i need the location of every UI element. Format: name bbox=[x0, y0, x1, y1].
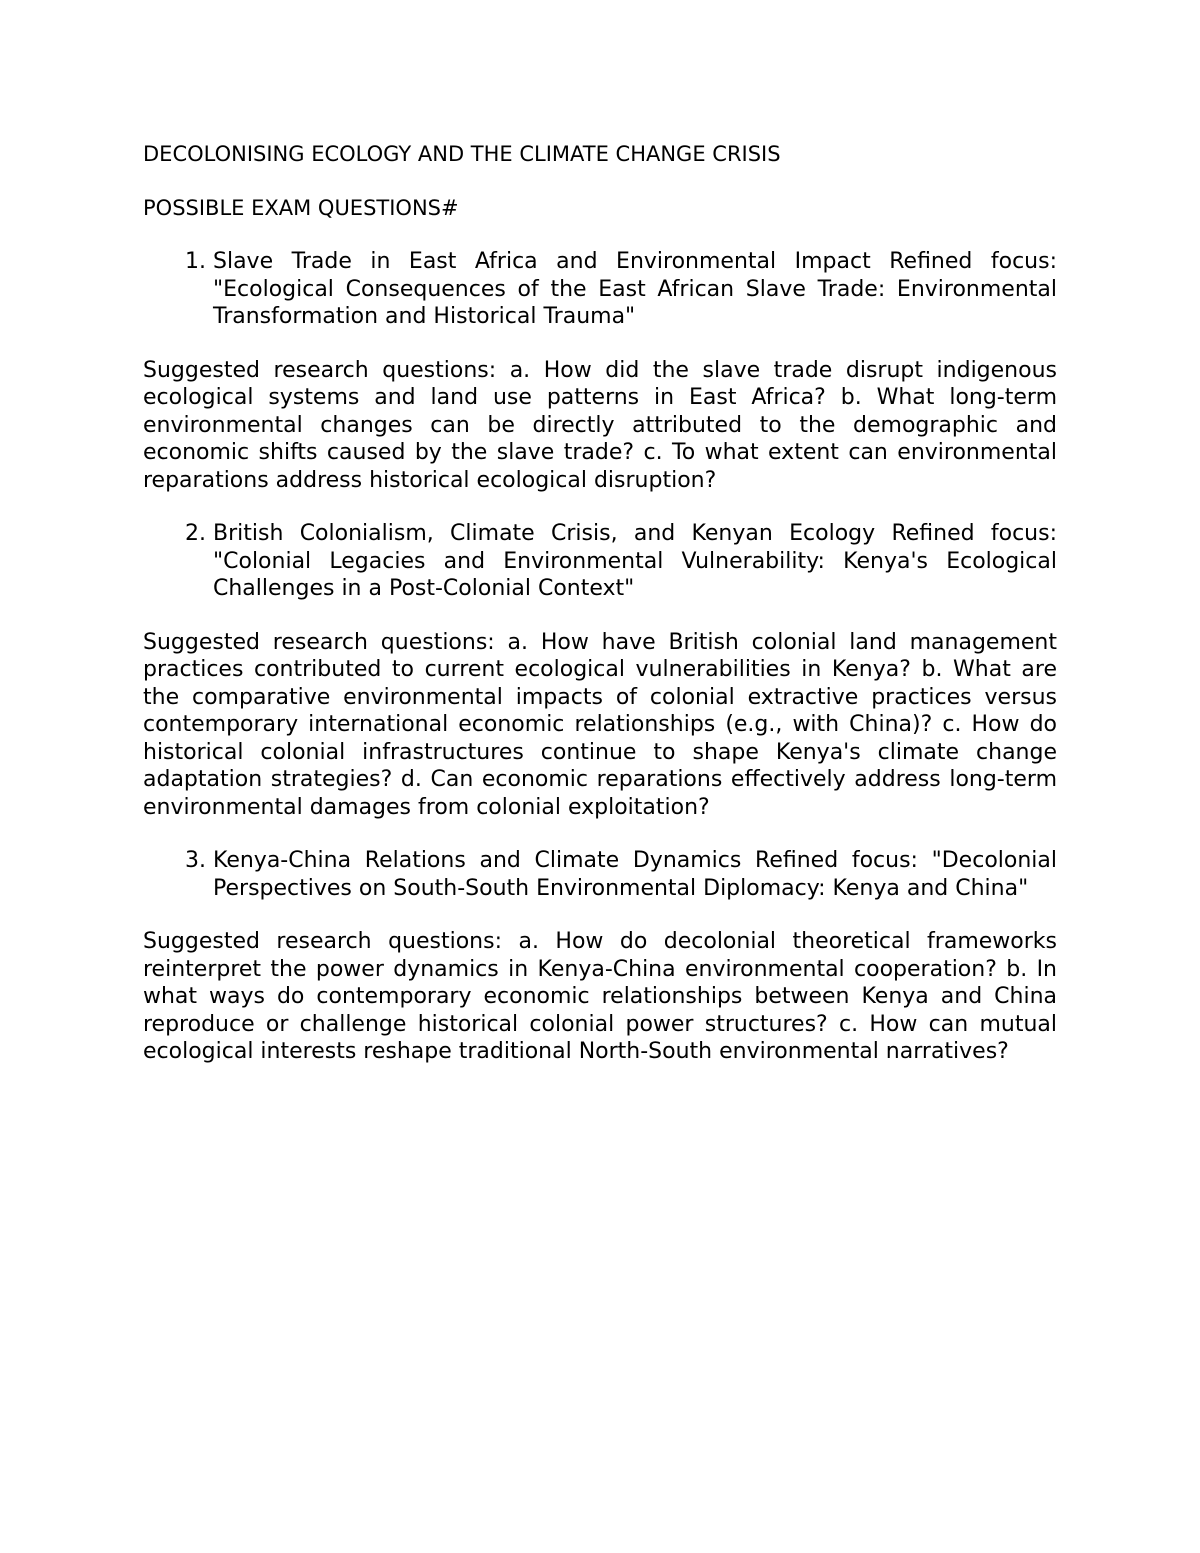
document-body bbox=[143, 140, 1057, 1092]
document-title: DECOLONISING ECOLOGY AND THE CLIMATE CHANGE CRISIS bbox=[143, 142, 781, 166]
research-questions-2: Suggested research questions: a. How have British colonial land management practices contributed to current ecological vulnerabilities in Kenya? b. What are the comparative environmental impacts of colonial extractive practices versus contemporary international economic relationships (e.g., with China)? c. How do historical colonial infrastructures continue to shape Kenya's climate change adaptation strategies? d. Can economic reparations effectively address long-term environmental damages from colonial exploitation? bbox=[143, 629, 1057, 820]
research-questions-3: Suggested research questions: a. How do decolonial theoretical frameworks reinterpret the power dynamics in Kenya-China environmental cooperation? b. In what ways do contemporary economic relationships between Kenya and China reproduce or challenge historical colonial power structures? c. How can mutual ecological interests reshape traditional North-South environmental narratives? bbox=[143, 929, 1057, 1064]
question-item-1 bbox=[143, 248, 1057, 331]
research-questions-1: Suggested research questions: a. How did the slave trade disrupt indigenous ecological systems and land use patterns in East Africa? b. What long-term environmental changes can be directly attributed to the demographic and economic shifts caused by the slave trade? c. To what extent can environmental reparations address historical ecological disruption? bbox=[143, 357, 1057, 493]
question-topic: Slave Trade in East Africa and Environmental Impact Refined focus: "Ecological Consequences of the East African Slave Trade: Environmental Transformation and Historical Trauma" bbox=[213, 249, 1057, 329]
question-number: 2. bbox=[185, 521, 206, 546]
question-topic: British Colonialism, Climate Crisis, and Kenyan Ecology Refined focus: "Colonial Legacies and Environmental Vulnerability: Kenya's Ecological Challenges in a Post-Colonial Context" bbox=[213, 521, 1057, 601]
question-number: 1. bbox=[185, 249, 206, 274]
question-topic: Kenya-China Relations and Climate Dynamics Refined focus: "Decolonial Perspectives on South-South Environmental Diplomacy: Kenya and China" bbox=[213, 848, 1057, 901]
question-item-2 bbox=[143, 520, 1057, 603]
question-item-3 bbox=[143, 847, 1057, 902]
question-number: 3. bbox=[185, 848, 206, 873]
document-subtitle: POSSIBLE EXAM QUESTIONS# bbox=[143, 196, 459, 220]
